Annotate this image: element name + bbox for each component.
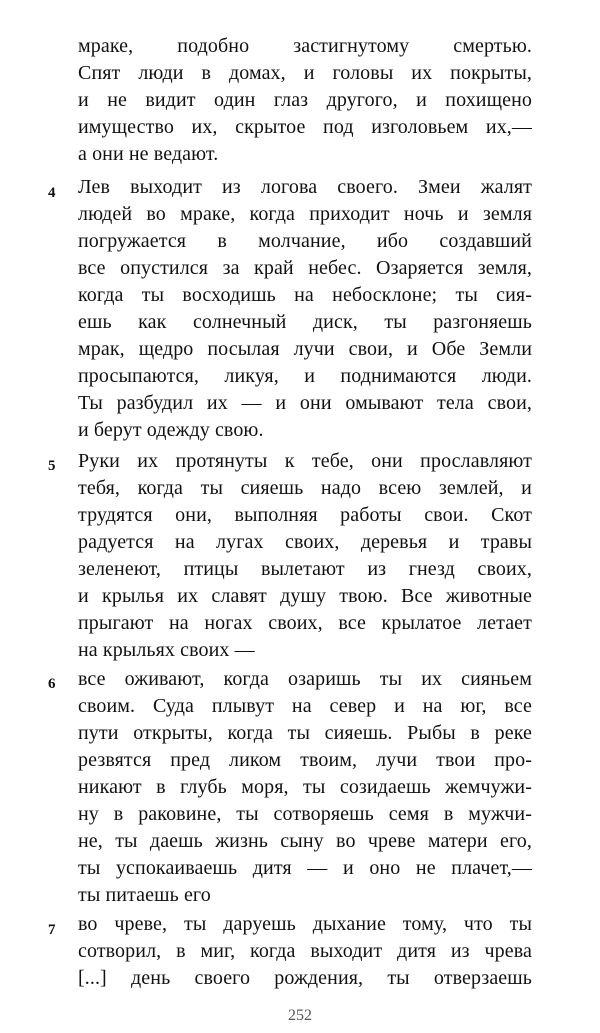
text-line: все опустился за край небес. Озаряется земля, — [78, 257, 532, 279]
text-line: пути открыты, когда ты сияешь. Рыбы в реке — [78, 722, 532, 744]
text-line: сотворил, в миг, когда выходит дитя из чрева — [78, 940, 532, 962]
text-line: людей во мраке, когда приходит ночь и земля — [78, 203, 532, 225]
text-line: ты питаешь его — [78, 884, 211, 906]
text-line: Ты разбудил их — и они омывают тела свои, — [78, 392, 532, 414]
text-line: тебя, когда ты сияешь надо всею землей, и — [78, 477, 532, 499]
page-number: 252 — [288, 1007, 312, 1024]
text-line: на крыльях своих — — [78, 639, 255, 661]
text-line: и не видит один глаз другого, и похищено — [78, 89, 532, 111]
text-line: а они не ведают. — [78, 143, 219, 165]
text-line: когда ты восходишь на небосклоне; ты сия- — [78, 284, 532, 306]
text-line: трудятся они, выполняя работы свои. Скот — [78, 504, 532, 526]
verse-number: 4 — [48, 185, 56, 201]
text-line: и берут одежду свою. — [78, 419, 264, 441]
text-line: не, ты даешь жизнь сыну во чреве матери его, — [78, 830, 532, 852]
text-line: Руки их протянуты к тебе, они прославляют — [78, 450, 532, 472]
text-line: ты успокаиваешь дитя — и оно не плачет,— — [78, 857, 532, 879]
text-line: прыгают на ногах своих, все крылатое летает — [78, 612, 532, 634]
verse-number: 7 — [48, 922, 56, 938]
text-line: во чреве, ты даруешь дыхание тому, что ты — [78, 913, 532, 935]
text-line: имущество их, скрытое под изголовьем их,— — [78, 116, 532, 138]
text-line: радуется на лугах своих, деревья и травы — [78, 531, 532, 553]
verse-number: 6 — [48, 676, 56, 692]
text-line: никают в глубь моря, ты созидаешь жемчужи- — [78, 776, 532, 798]
text-line: просыпаются, ликуя, и поднимаются люди. — [78, 365, 532, 387]
text-line: ну в раковине, ты сотворяешь семя в мужчи- — [78, 803, 532, 825]
verse-number: 5 — [48, 458, 56, 474]
text-line: своим. Суда плывут на север и на юг, все — [78, 695, 532, 717]
text-line: все оживают, когда озаришь ты их сияньем — [78, 668, 532, 690]
text-line: мраке, подобно застигнутому смертью. — [78, 35, 532, 57]
text-line: погружается в молчание, ибо создавший — [78, 230, 532, 252]
text-line: ешь как солнечный диск, ты разгоняешь — [78, 311, 532, 333]
text-line: Лев выходит из логова своего. Змеи жалят — [78, 176, 532, 198]
text-line: [...] день своего рождения, ты отверзаешь — [78, 967, 532, 989]
text-line: Спят люди в домах, и головы их покрыты, — [78, 62, 532, 84]
text-line: мрак, щедро посылая лучи свои, и Обе Земли — [78, 338, 532, 360]
text-line: зеленеют, птицы вылетают из гнезд своих, — [78, 558, 532, 580]
text-line: резвятся пред ликом твоим, лучи твои про- — [78, 749, 532, 771]
text-line: и крылья их славят душу твою. Все животные — [78, 585, 532, 607]
